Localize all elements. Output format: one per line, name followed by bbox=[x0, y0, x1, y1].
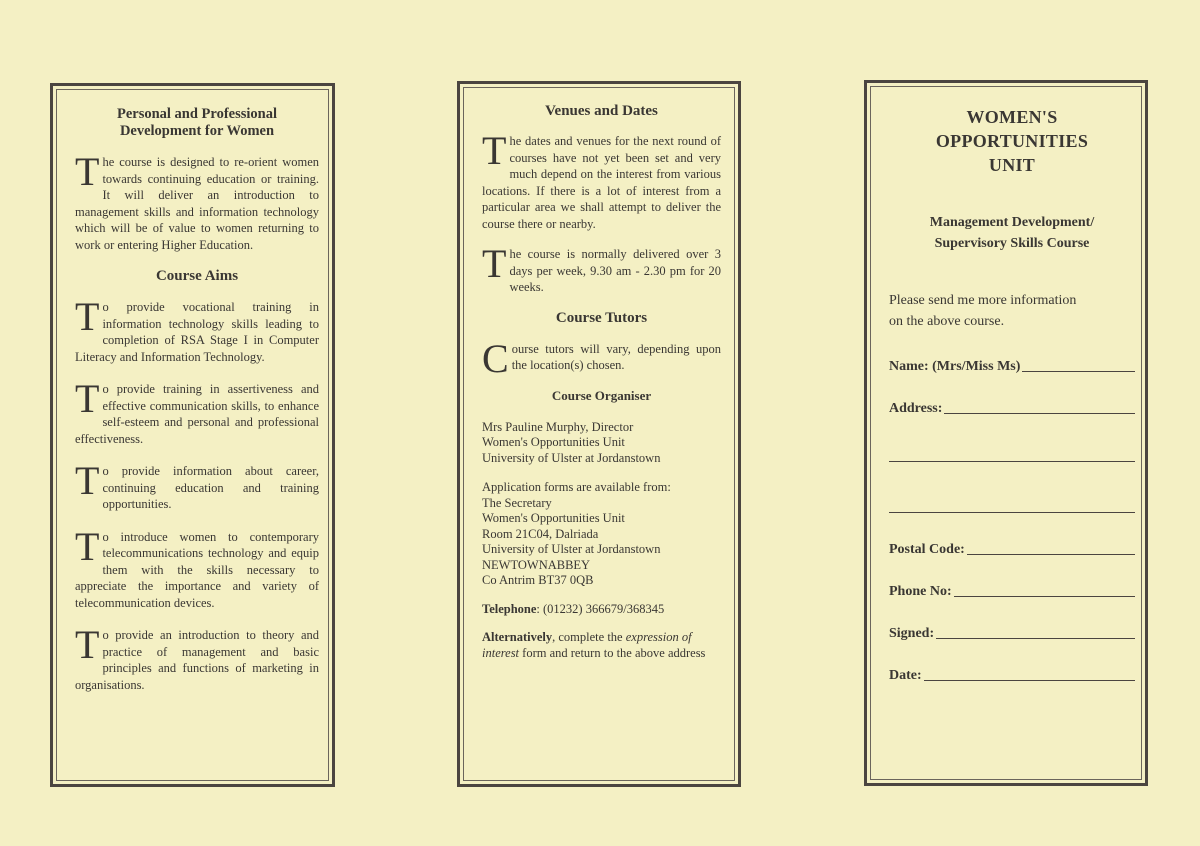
venues-paragraph: The dates and venues for the next round of courses have not yet been set and very much depend on the interest from various locations. If there is a lot of interest from a particular area we shall attempt to deliver the course there or nearby. bbox=[482, 128, 721, 231]
phone-line[interactable] bbox=[954, 596, 1135, 597]
tutors-heading: Course Tutors bbox=[555, 309, 648, 326]
aim-item: To provide an introduction to theory and practice of management and basic principles and functions of marketing in organisations. bbox=[75, 622, 319, 692]
panel-inner bbox=[56, 89, 329, 781]
date-label: Date: bbox=[889, 668, 922, 683]
organiser-line: University of Ulster at Jordanstown bbox=[482, 450, 661, 465]
name-label: Name: (Mrs/Miss Ms) bbox=[889, 359, 1021, 374]
request-line: Please send me more information bbox=[889, 293, 1077, 308]
application-block bbox=[482, 480, 721, 589]
panel-reply-form bbox=[864, 80, 1148, 786]
panel-inner bbox=[870, 86, 1142, 780]
phone-field[interactable] bbox=[889, 580, 1135, 600]
request-line: on the above course. bbox=[889, 314, 1005, 329]
aim-item: To provide information about career, continuing education and training opportunities. bbox=[75, 458, 319, 511]
alt-mid: , complete the bbox=[552, 630, 626, 644]
aim-item: To provide training in assertiveness and effective communication skills, to enhance self-esteem and personal and professional effectiveness. bbox=[75, 376, 319, 446]
application-line: The Secretary bbox=[482, 495, 552, 510]
organiser-block bbox=[482, 420, 721, 467]
address-line[interactable] bbox=[944, 413, 1135, 414]
postal-code-label: Postal Code: bbox=[889, 542, 965, 557]
course-title-line: Management Development/ bbox=[929, 215, 1095, 230]
address-line-3[interactable] bbox=[889, 512, 1135, 513]
panel-venues bbox=[457, 81, 741, 787]
organiser-heading: Course Organiser bbox=[551, 387, 652, 403]
organiser-line: Mrs Pauline Murphy, Director bbox=[482, 419, 634, 434]
request-text bbox=[889, 290, 1135, 332]
postal-code-line[interactable] bbox=[967, 554, 1135, 555]
delivery-paragraph: The course is normally delivered over 3 days per week, 9.30 am - 2.30 pm for 20 weeks. bbox=[482, 241, 721, 294]
address-line-2[interactable] bbox=[889, 461, 1135, 462]
telephone-line bbox=[482, 602, 721, 618]
application-line: Room 21C04, Dalriada bbox=[482, 526, 599, 541]
intro-paragraph: The course is designed to re-orient women towards continuing education or training. It will deliver an introduction to management skills and information technology which will be of value to women returning to work or entering Higher Education. bbox=[75, 149, 319, 252]
aim-item: To provide vocational training in information technology skills leading to completion of RSA Stage I in Computer Literacy and Information Technology. bbox=[75, 294, 319, 364]
alternative-paragraph bbox=[482, 630, 721, 661]
date-line[interactable] bbox=[924, 680, 1135, 681]
phone-label: Phone No: bbox=[889, 584, 952, 599]
unit-title-line: UNIT bbox=[988, 155, 1036, 175]
venues-heading: Venues and Dates bbox=[545, 103, 658, 119]
name-line[interactable] bbox=[1022, 371, 1135, 372]
unit-title-line: WOMEN'S bbox=[966, 107, 1058, 127]
alt-italic: expression of interest bbox=[482, 630, 692, 660]
address-field[interactable] bbox=[889, 397, 1135, 417]
name-field[interactable] bbox=[889, 355, 1135, 375]
signed-label: Signed: bbox=[889, 626, 935, 641]
panel-inner bbox=[463, 87, 735, 781]
panel-title: Personal and Professional Development for Women bbox=[116, 106, 278, 139]
application-line: University of Ulster at Jordanstown bbox=[482, 542, 661, 556]
telephone-value: : (01232) 366679/368345 bbox=[536, 601, 665, 616]
signed-line[interactable] bbox=[936, 638, 1135, 639]
alt-end: form and return to the above address bbox=[519, 645, 706, 660]
alt-bold: Alternatively bbox=[482, 630, 553, 644]
course-title bbox=[889, 212, 1135, 254]
aims-heading: Course Aims bbox=[155, 268, 239, 284]
application-line: Application forms are available from: bbox=[482, 480, 671, 494]
course-title-line: Supervisory Skills Course bbox=[934, 236, 1090, 251]
tutors-paragraph: Course tutors will vary, depending upon the location(s) chosen. bbox=[482, 335, 721, 381]
address-label: Address: bbox=[889, 401, 943, 416]
organiser-line: Women's Opportunities Unit bbox=[482, 435, 625, 449]
unit-title-line: OPPORTUNITIES bbox=[935, 131, 1089, 151]
telephone-label: Telephone bbox=[482, 601, 537, 616]
signed-field[interactable] bbox=[889, 622, 1135, 642]
date-field[interactable] bbox=[889, 664, 1135, 684]
application-line: NEWTOWNABBEY bbox=[482, 557, 591, 572]
unit-title bbox=[889, 105, 1135, 177]
application-line: Co Antrim BT37 0QB bbox=[482, 573, 594, 587]
aim-item: To introduce women to contemporary telecommunications technology and equip them with the skills necessary to appreciate the importance and variety of telecommunication devices. bbox=[75, 523, 319, 610]
postal-code-field[interactable] bbox=[889, 538, 1135, 558]
application-line: Women's Opportunities Unit bbox=[482, 511, 625, 525]
panel-course-info bbox=[50, 83, 335, 787]
